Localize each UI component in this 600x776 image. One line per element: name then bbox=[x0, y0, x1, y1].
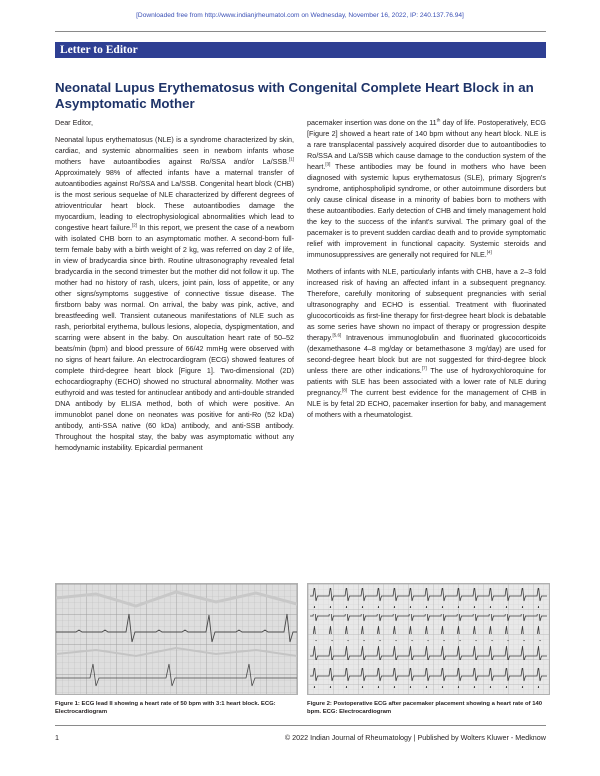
citation: [7] bbox=[421, 365, 427, 371]
citation: [3] bbox=[325, 161, 331, 167]
paragraph: pacemaker insertion was done on the 11th day of life. Postoperatively, ECG [Figure 2] showed a heart rate of 140 bpm without any heart block. NLE is a rare transplacental passively acquired disorder due to autoantibodies to Ro/SSA and La/SSB which cause damage to the conduction system of the heart.[3] These antibodies may be found in mothers who have been diagnosed with systemic lupus erythematosus (SLE), primary Sjogren's syndrome, antiphospholipid syndrome, or other autoimmune disorders but only cause clinical disease in a minority of babies born to mothers with these autoantibodies. Early detection of CHB and timely management hold the key to the success of the infant's survival. The primary goal of the pacemaker is to prevent sudden cardiac death and to provide symptomatic relief with improvement in functional capacity. Systemic steroids and immunosuppressives are generally not required for NLE.[4] bbox=[307, 117, 546, 259]
article-title: Neonatal Lupus Erythematosus with Congenital Complete Heart Block in an Asymptomatic Mother bbox=[55, 80, 534, 111]
paragraph: Mothers of infants with NLE, particularly infants with CHB, have a 2–3 fold increased risk of having an affected infant in a subsequent pregnancy. Therefore, carefully monitoring of subsequent pregnancies with serial ultrasonography and ECHO is essential. Treatment with fluorinated glucocorticoids as first-line therapy for first-degree heart block is debatable as some series have shown no impact of therapy or progression despite therapy.[5,6] Intravenous immunoglobulin and fluorinated glucocorticoids (dexamethasone 4–8 mg/day or betamethasone 3 mg/day) are used for second-degree heart block but are not suggested for third-degree block unless there are other indications.[7] The use of hydroxychloroquine for patients with SLE has been associated with a lower rate of NLE during pregnancy.[8] The current best evidence for the management of CHB in NLE is by fetal 2D ECHO, pacemaker insertion for baby, and management of mothers with a rheumatologist. bbox=[307, 267, 546, 419]
salutation: Dear Editor, bbox=[55, 118, 93, 127]
citation: [4] bbox=[486, 249, 492, 255]
section-banner bbox=[55, 42, 546, 58]
download-notice: [Downloaded free from http://www.indianjrheumatol.com on Wednesday, November 16, 2022, IP: 240.137.76.94] bbox=[136, 12, 464, 19]
paragraph: Neonatal lupus erythematosus (NLE) is a syndrome characterized by skin, cardiac, and systemic abnormalities seen in newborn infants whose mothers have autoantibodies against Ro/SSA and/or La/SSB.[1] Approximately 98% of affected infants have a maternal transfer of autoantibodies against Ro/SSA and La/SSB. Congenital heart block (CHB) is the most serious sequelae of NLE characterized by different degrees of atrioventricular heart block. These autoantibodies damage the myocardium, leading to electrophysiological abnormalities which lead to congestive heart failure.[2] In this report, we present the case of a newborn with isolated CHB born to an asymptomatic mother. A second-born full-term female baby with a birth weight of 2 kg, was referred on day 2 of life, in view of bradycardia since birth. Routine ultrasonography revealed fetal bradycardia in the second trimester but the mother did not follow it up. The mother had no history of rash, ulcers, joint pain, loss of appetite, or any other signs/symptoms suggestive of connective tissue disease. The firstborn baby was normal. On arrival, the baby was pink, active, and breastfeeding well. Transient cutaneous manifestations of NLE such as rash, periorbital erythema, bullous lesions, alopecia, dyspigmentation, and scarring were absent in the baby. On auscultation heart rate of 50–52 beats/min (bpm) and blood pressure of 66/42 mmHg were observed with no signs of heart failure. An electrocardiogram (ECG) showed features of complete third-degree heart block [Figure 1]. Two-dimensional (2D) echocardiography (ECHO) showed no structural abnormality. Mother was euthyroid and was tested for antinuclear antibody and anti-double stranded DNA antibody by ELISA method, both of which were positive. An immunoblot panel done on neonates was positive for anti-Ro (52 kDa) antibody, anti-SSA native (60 kDa) antibody, and anti-SSB antibody. Throughout the hospital stay, the baby was asymptomatic without any hemodynamic instability. Epicardial permanent bbox=[55, 135, 294, 452]
figure-1-caption: Figure 1: ECG lead II showing a heart rate of 50 bpm with 3:1 heart block. ECG: Electrocardiogram bbox=[55, 701, 276, 715]
citation: [5,6] bbox=[332, 332, 342, 338]
citation: [1] bbox=[288, 156, 294, 162]
section-label: Letter to Editor bbox=[60, 44, 138, 56]
citation: [2] bbox=[131, 222, 137, 228]
footer-rule bbox=[55, 725, 546, 726]
header-rule bbox=[55, 31, 546, 32]
right-column bbox=[307, 117, 546, 420]
figure-2-ecg-image bbox=[307, 583, 550, 695]
footer-journal: © 2022 Indian Journal of Rheumatology | Published by Wolters Kluwer - Medknow bbox=[284, 733, 546, 742]
citation: [8] bbox=[342, 387, 348, 393]
figure-1-ecg-image bbox=[55, 583, 298, 695]
left-column bbox=[55, 117, 294, 453]
figure-2-caption: Figure 2: Postoperative ECG after pacemaker placement showing a heart rate of 140 bpm. ECG: Electrocardiogram bbox=[307, 701, 543, 715]
page-number: 1 bbox=[55, 733, 59, 742]
